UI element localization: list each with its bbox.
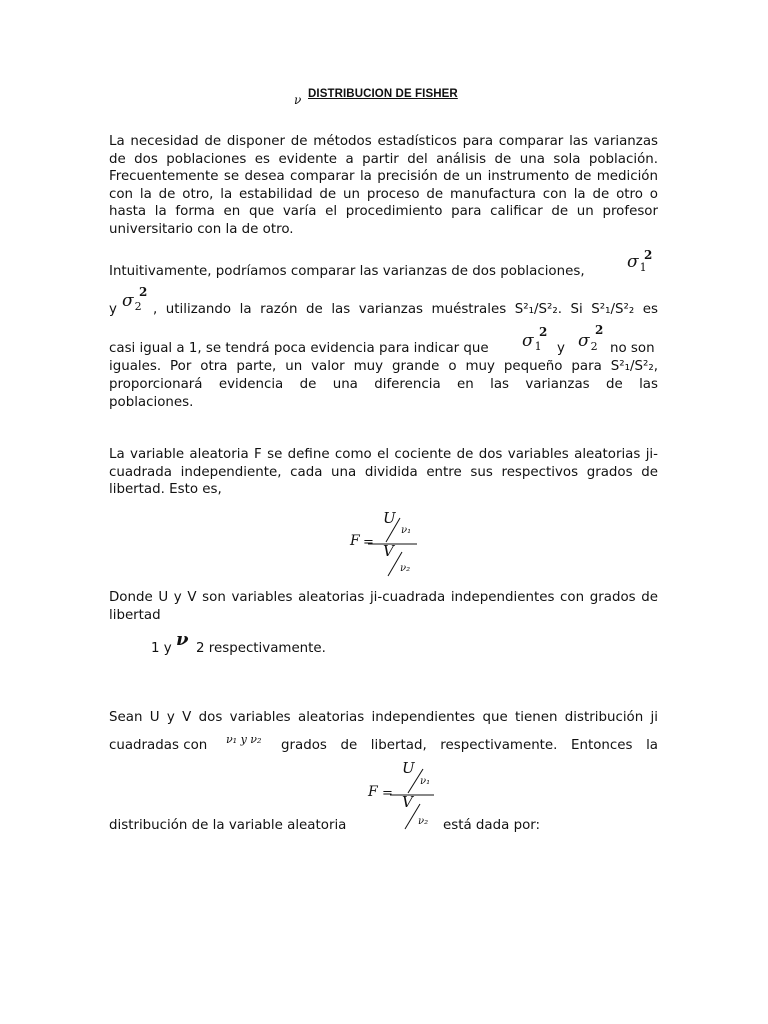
paragraph-2-line-2-rest: , utilizando la razón de las varianzas muéstrales S²₁/S²₂. Si S²₁/S²₂ es [153,302,658,317]
nu1-nu2-symbols: ν₁ y ν₂ [226,733,262,746]
paragraph-6-line-3-start: distribución de la variable aleatoria [109,818,347,833]
paragraph-2-line-3-mid: y [557,341,565,356]
paragraph-6-line-2-end: grados de libertad, respectivamente. Entonces la [281,738,658,753]
paragraph-2-line-6: poblaciones. [109,395,194,410]
formula-2-nu2: ν₂ [418,816,429,827]
formula-2-denominator: V [402,793,413,811]
paragraph-6-line-1: Sean U y V dos variables aleatorias independientes que tienen distribución ji [109,710,658,725]
sigma2-squared-symbol-inline: $\sigma_2$ 2 [578,323,604,353]
formula-denominator: V [383,542,394,560]
page-title: DISTRIBUCION DE FISHER [308,88,458,100]
nu-symbol: ν [294,93,302,107]
sigma2-squared-symbol: $\sigma_2$ 2 [122,285,148,313]
sigma1-squared-symbol-inline: $\sigma_1$ 2 [522,325,548,353]
paragraph-6-line-3-end: está dada por: [443,818,541,833]
paragraph-6-line-2-start: cuadradas con [109,738,208,753]
formula-nu2: ν₂ [400,563,411,574]
formula-nu1: ν₁ [401,525,412,536]
paragraph-5-prefix: 1 y [151,641,172,656]
paragraph-2-line-4: iguales. Por otra parte, un valor muy grande o muy pequeño para S²₁/S²₂, [109,359,658,374]
sigma1-squared-symbol: $\sigma_1$ 2 [627,248,653,274]
title-block [294,88,494,110]
f-ratio-formula-2 [368,758,448,832]
paragraph-2-line-3-end: no son [610,341,655,356]
paragraph-intro: La necesidad de disponer de métodos estadísticos para comparar las varianzas de dos poblaciones es evidente a partir del análisis de una sola población. Frecuentemente se desea comparar la precisión de un instrumento de medición con la de otro, la estabilidad de un proceso de manufactura con la de otro o hasta la forma en que varía el procedimiento para calificar de un profesor universitario con la de otro. [109,134,658,237]
formula-equals: = [363,535,374,550]
paragraph-2-line-2-start: y [109,302,117,317]
paragraph-degrees: Donde U y V son variables aleatorias ji-cuadrada independientes con grados de libertad [109,590,658,623]
paragraph-2-line-3-start: casi igual a 1, se tendrá poca evidencia para indicar que [109,341,489,356]
formula-f: F [350,533,360,549]
formula-2-equals: = [382,786,393,801]
formula-2-f: F [368,784,378,800]
f-ratio-formula [350,508,430,580]
paragraph-5-suffix: 2 respectivamente. [196,641,326,656]
formula-2-numerator: U [402,759,415,777]
paragraph-2-line-5: proporcionará evidencia de una diferencia en las varianzas de las [109,377,658,392]
paragraph-definition: La variable aleatoria F se define como el cociente de dos variables aleatorias ji-cuadrada independiente, cada una dividida entre sus respectivos grados de libertad. Esto es, [109,447,658,498]
formula-2-nu1: ν₁ [420,776,431,787]
paragraph-2-line-1: Intuitivamente, podríamos comparar las varianzas de dos poblaciones, [109,264,585,279]
formula-numerator: U [383,509,396,527]
nu-symbol-large: ν [176,629,189,650]
